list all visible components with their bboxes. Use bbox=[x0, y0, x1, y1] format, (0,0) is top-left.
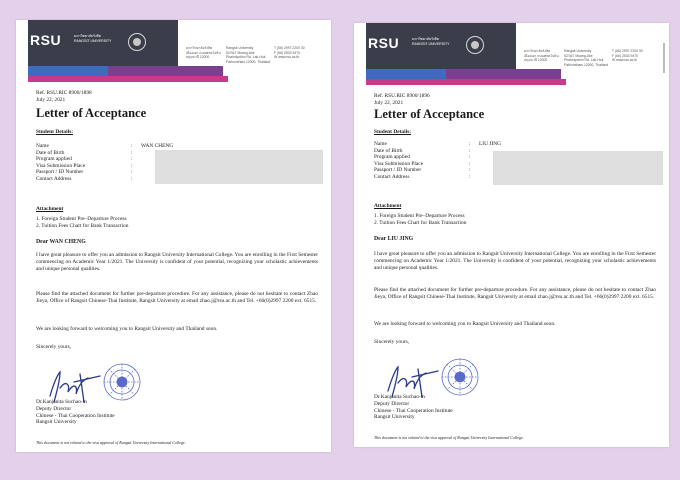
name-label: Name bbox=[36, 143, 49, 149]
body-paragraph: Please find the attached document for further pre-departure procedure. For any assistance, please do not hesitate to contact Zhao Jieya, Office of Rangsit Chinese-Thai Institute, Rangsit University at email zhao.j@rsu.ac.th and Tel. +66(0)2997 2200 ext. 6515. bbox=[374, 287, 656, 300]
letter-page-left bbox=[16, 20, 331, 452]
letterhead-stripe-blue bbox=[366, 69, 446, 79]
university-logo-subtitle: มหาวิทยาลัยรังสิต RANGSIT UNIVERSITY bbox=[412, 37, 450, 46]
signer-title: Deputy Director bbox=[374, 400, 410, 407]
attachment-item: 1. Foreign Student Pre–Departure Process bbox=[36, 216, 127, 222]
closing: Sincerely yours, bbox=[36, 344, 72, 350]
reference-number: Ref. RSU.RIC 8900/1896 bbox=[374, 93, 430, 99]
body-paragraph: I have great pleasure to offer you an admission to Rangsit University International College. You are enrolling in the First Semester commencing on Academic Year 1/2021. The University is confident of your potential, recognizing your scholastic achievements and unique personal qualities. bbox=[36, 252, 318, 272]
visa-place-label: Visa Submission Place bbox=[374, 160, 424, 167]
university-logo-subtitle: มหาวิทยาลัยรังสิต RANGSIT UNIVERSITY bbox=[74, 34, 112, 43]
disclaimer-note: This document is not related to the visa approval of Rangsit University International College. bbox=[374, 435, 524, 440]
letter-date: July 22, 2021 bbox=[36, 96, 66, 103]
dob-label: Date of Birth bbox=[374, 147, 403, 154]
closing: Sincerely yours, bbox=[374, 339, 410, 345]
signer-name: Dr.Kanjanita Suchao-in bbox=[374, 394, 425, 400]
name-label: Name bbox=[374, 141, 387, 147]
salutation: Dear WAN CHENG bbox=[36, 239, 86, 245]
signer-department: Chinese - Thai Cooperation Institute bbox=[374, 407, 453, 414]
disclaimer-note: This document is not related to the visa approval of Rangsit University International College. bbox=[36, 440, 186, 445]
letter-title: Letter of Acceptance bbox=[36, 106, 147, 120]
address-thai: มหาวิทยาลัยรังสิต เมืองเอก ถนนพหลโยธิน ปทุมธานี 12000 bbox=[524, 49, 559, 63]
address-english: Rangsit University 52/347 Muang-Ake Phaholyothin Rd. Lak-Hok Pathumthani 12000, Thailand bbox=[564, 49, 609, 67]
student-details-heading: Student Details: bbox=[36, 129, 73, 135]
signer-university: Rangsit University bbox=[374, 414, 415, 421]
student-name: WAN CHENG bbox=[141, 143, 174, 149]
signer-department: Chinese - Thai Cooperation Institute bbox=[36, 412, 115, 419]
dob-label: Date of Birth bbox=[36, 149, 65, 156]
university-logo: RSU bbox=[368, 35, 400, 51]
letterhead-stripe-purple bbox=[446, 69, 561, 79]
reference-block bbox=[36, 90, 92, 104]
signer-block bbox=[374, 394, 453, 421]
student-name: LIU JING bbox=[479, 141, 502, 147]
scrollbar[interactable] bbox=[663, 43, 665, 73]
letter-title: Letter of Acceptance bbox=[374, 107, 485, 121]
body-paragraph: We are looking forward to welcoming you to Rangsit University and Thailand soon. bbox=[374, 321, 556, 327]
letter-page-right bbox=[354, 23, 669, 447]
address-english: Rangsit University 52/347 Muang-Ake Phaholyothin Rd. Lak-Hok Pathumthani 12000, Thailand bbox=[226, 46, 271, 64]
contact-address-label: Contact Address bbox=[374, 173, 410, 180]
student-details: Name : LIU JING Date of Birth : Program applied : Visa Submission Place : Passport / ID Number : Contact Address : bbox=[374, 141, 502, 180]
attachment-list bbox=[374, 213, 466, 227]
address-thai: มหาวิทยาลัยรังสิต เมืองเอก ถนนพหลโยธิน ปทุมธานี 12000 bbox=[186, 46, 221, 60]
body-paragraph: We are looking forward to welcoming you to Rangsit University and Thailand soon. bbox=[36, 326, 218, 332]
body-paragraph: I have great pleasure to offer you an admission to Rangsit University International College. You are enrolling in the First Semester commencing on Academic Year 1/2021. The University is confident of your potential, recognizing your scholastic achievements and unique personal qualities. bbox=[374, 251, 656, 271]
attachment-list bbox=[36, 216, 128, 230]
signer-university: Rangsit University bbox=[36, 419, 77, 426]
attachment-heading: Attachment bbox=[374, 203, 402, 209]
contact-info: T (66) 2997 2200 30 F (66) 2533 9470 W www.rsu.ac.th bbox=[274, 46, 305, 60]
letter-date: July 22, 2021 bbox=[374, 99, 404, 106]
university-crest-icon bbox=[466, 36, 484, 54]
attachment-item: 1. Foreign Student Pre–Departure Process bbox=[374, 213, 465, 219]
attachment-heading: Attachment bbox=[36, 206, 64, 212]
letterhead-stripe-pink bbox=[28, 76, 228, 82]
signer-title: Deputy Director bbox=[36, 405, 72, 412]
contact-info: T (66) 2997 2200 30 F (66) 2533 9470 W www.rsu.ac.th bbox=[612, 49, 643, 63]
reference-number: Ref. RSU.RIC 8900/1898 bbox=[36, 90, 92, 96]
passport-label: Passport / ID Number bbox=[374, 167, 422, 174]
attachment-item: 2. Tuition Fees Chart for Bank Transaction bbox=[374, 219, 467, 226]
letterhead bbox=[354, 23, 669, 85]
body-paragraph: Please find the attached document for further pre-departure procedure. For any assistance, please do not hesitate to contact Zhao Jieya, Office of Rangsit Chinese-Thai Institute, Rangsit University at email zhao.j@rsu.ac.th and Tel. +66(0)2997 2200 ext. 6515. bbox=[36, 291, 318, 304]
student-details-heading: Student Details: bbox=[374, 129, 411, 135]
program-label: Program applied bbox=[374, 154, 410, 161]
reference-block bbox=[374, 93, 430, 107]
attachment-item: 2. Tuition Fees Chart for Bank Transaction bbox=[36, 222, 129, 229]
program-label: Program applied bbox=[36, 156, 72, 163]
letterhead-stripe-blue bbox=[28, 66, 108, 76]
visa-place-label: Visa Submission Place bbox=[36, 162, 86, 169]
signer-name: Dr.Kanjanita Suchao-in bbox=[36, 399, 87, 405]
salutation: Dear LIU JING bbox=[374, 236, 414, 242]
university-crest-icon bbox=[128, 33, 146, 51]
redacted-details bbox=[155, 150, 323, 184]
letterhead bbox=[16, 20, 331, 82]
letterhead-stripe-pink bbox=[366, 79, 566, 85]
university-logo: RSU bbox=[30, 32, 62, 48]
signer-block bbox=[36, 399, 115, 426]
letterhead-stripe-purple bbox=[108, 66, 223, 76]
contact-address-label: Contact Address bbox=[36, 175, 72, 182]
redacted-details bbox=[493, 151, 663, 185]
passport-label: Passport / ID Number bbox=[36, 169, 84, 176]
student-details: Name : WAN CHENG Date of Birth : Program applied : Visa Submission Place : Passport / ID Number : Contact Address : bbox=[36, 143, 174, 182]
